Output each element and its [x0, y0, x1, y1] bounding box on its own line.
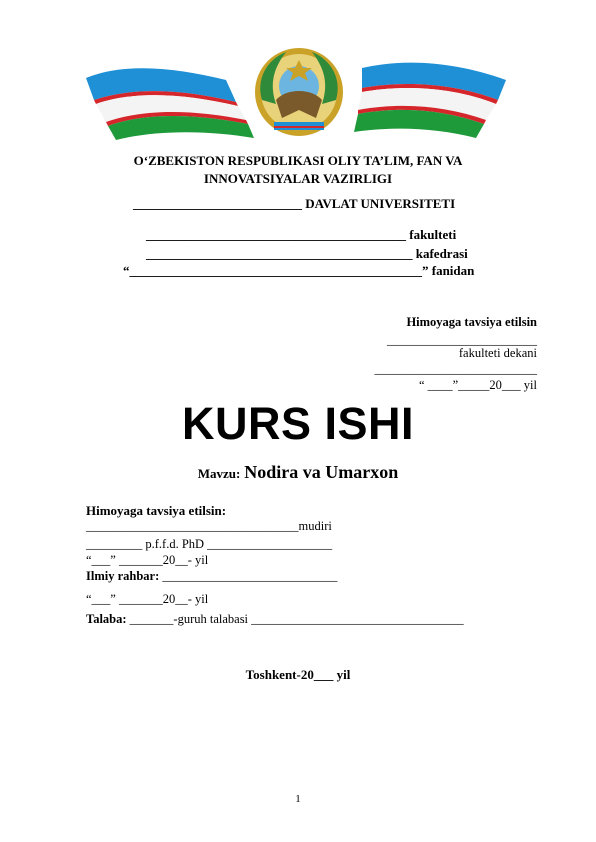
city-year: Toshkent-20___ yil	[245, 667, 351, 682]
university-label: DAVLAT UNIVERSITETI	[305, 196, 456, 211]
department-blank: _________________________________________	[146, 246, 413, 261]
state-emblem-with-flags	[86, 40, 512, 140]
document-title: KURS ISHI	[181, 398, 415, 449]
approval-date: “ ____”_____20___ yil	[418, 378, 537, 392]
department-line	[146, 246, 468, 262]
coat-of-arms-icon	[255, 48, 343, 136]
department-label: kafedrasi	[415, 246, 468, 261]
approval-line-2: __________________________	[374, 362, 537, 376]
topic-label: Mavzu:	[197, 466, 241, 481]
student-group-line: _______-guruh talabasi __________________________________	[129, 612, 464, 626]
student-label: Talaba:	[86, 612, 127, 626]
approval-bottom-title: Himoyaga tavsiya etilsin:	[86, 503, 227, 518]
faculty-line	[146, 227, 456, 243]
supervisor-blank: ____________________________	[162, 569, 338, 583]
approval-title: Himoyaga tavsiya etilsin	[406, 315, 537, 329]
topic-value: Nodira va Umarxon	[244, 462, 399, 482]
faculty-blank: ________________________________________	[146, 227, 406, 242]
approval-date-1: “___” _______20__- yil	[86, 553, 209, 567]
topic-line	[0, 462, 596, 483]
ministry-line-2: INNOVATSIYALAR VAZIRLIGI	[203, 171, 393, 186]
phd-line: _________ p.f.f.d. PhD ____________________	[86, 537, 333, 551]
approval-line-1: ________________________	[387, 333, 537, 347]
approval-date-2: “___” _______20__- yil	[86, 592, 209, 606]
left-flag-icon	[86, 68, 254, 140]
page-number: 1	[295, 793, 301, 805]
student-line	[86, 612, 464, 627]
supervisor-label: Ilmiy rahbar:	[86, 569, 160, 583]
dean-label: fakulteti dekani	[458, 346, 537, 360]
right-flag-icon	[354, 63, 506, 138]
university-line	[133, 196, 455, 212]
ministry-line-1: O‘ZBEKISTON RESPUBLIKASI OLIY TA’LIM, FAN VA	[133, 153, 463, 168]
faculty-label: fakulteti	[409, 227, 457, 242]
university-blank: __________________________	[133, 196, 302, 211]
subject-line: “_____________________________________________” fanidan	[123, 263, 475, 278]
head-of-department-line: __________________________________mudiri	[86, 519, 332, 533]
supervisor-line	[86, 569, 337, 584]
